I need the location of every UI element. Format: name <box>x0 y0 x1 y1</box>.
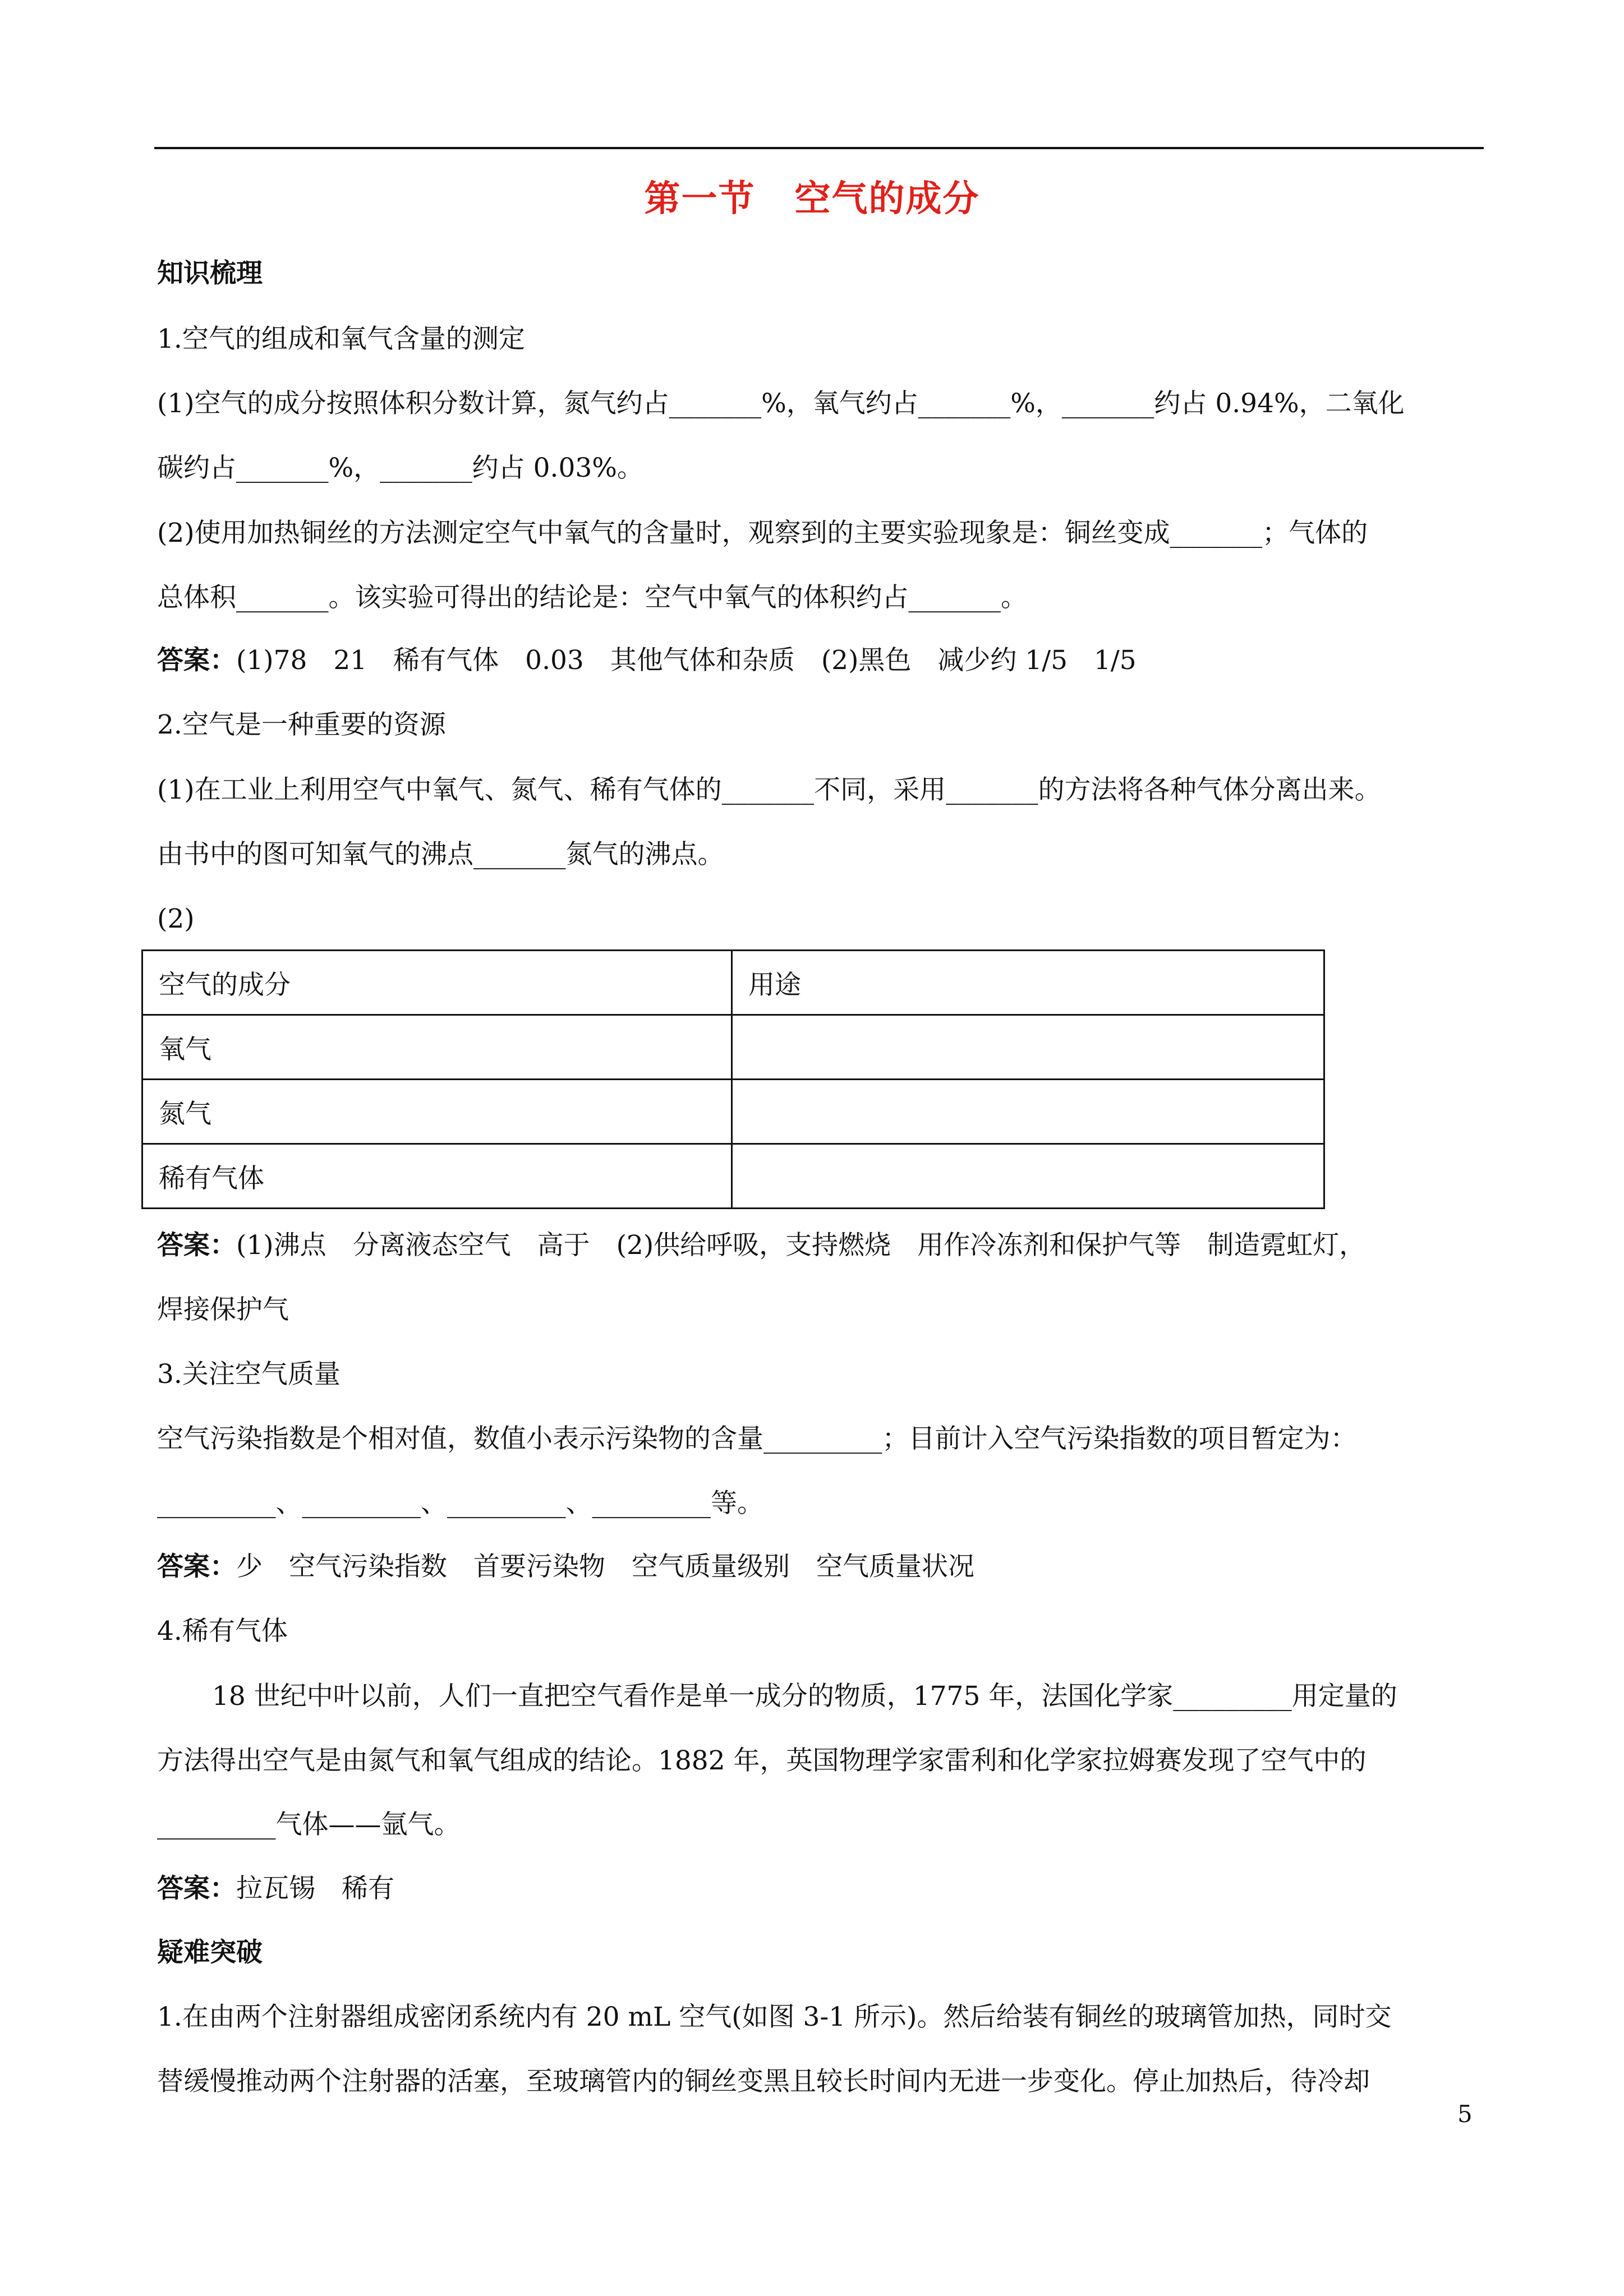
answer-label: 答案： <box>157 1551 236 1582</box>
table-cell <box>732 1144 1324 1209</box>
q1-p1-line2: 碳约占_______%，_______约占 0.03%。 <box>157 453 643 483</box>
table-row <box>142 1015 1324 1080</box>
page-number: 5 <box>1457 2100 1473 2128</box>
q1-answer-text: (1)78 21 稀有气体 0.03 其他气体和杂质 (2)黑色 减少约 1/5 1/5 <box>236 645 1137 676</box>
q4-p1-line2: 方法得出空气是由氮气和氧气组成的结论。1882 年，英国物理学家雷利和化学家拉姆赛发现了空气中的 <box>157 1745 1367 1776</box>
header-rule <box>154 147 1484 149</box>
page-title <box>0 171 1624 227</box>
q2-answer-line2: 焊接保护气 <box>157 1294 289 1325</box>
q3-p1-line1: 空气污染指数是个相对值，数值小表示污染物的含量_________；目前计入空气污染指数的项目暂定为： <box>157 1423 1357 1454</box>
q1-p2-line1: (2)使用加热铜丝的方法测定空气中氧气的含量时，观察到的主要实验现象是：铜丝变成_______；气体的 <box>157 518 1368 548</box>
d1-line1: 1.在由两个注射器组成密闭系统内有 20 mL 空气(如图 3-1 所示)。然后给装有铜丝的玻璃管加热，同时交 <box>157 2002 1392 2032</box>
answer-label: 答案： <box>157 1873 236 1904</box>
q2-p1-line2: 由书中的图可知氧气的沸点_______氮气的沸点。 <box>157 839 724 870</box>
q4-answer-text: 拉瓦锡 稀有 <box>236 1873 394 1904</box>
table-cell: 氮气 <box>142 1080 732 1144</box>
q2-answer-text: (1)沸点 分离液态空气 高于 (2)供给呼吸，支持燃烧 用作冷冻剂和保护气等 制造霓虹灯， <box>236 1230 1366 1261</box>
table-row <box>142 1080 1324 1144</box>
title-part2: 空气的成分 <box>794 178 980 220</box>
q4-p1-line1: 18 世纪中叶以前，人们一直把空气看作是单一成分的物质，1775 年，法国化学家_________用定量的 <box>212 1681 1397 1712</box>
table-cell <box>732 1080 1324 1144</box>
air-uses-table <box>141 949 1325 1209</box>
table-cell: 稀有气体 <box>142 1144 732 1209</box>
q3-p1-line2: _________、_________、_________、_________等。 <box>157 1488 763 1519</box>
answer-label: 答案： <box>157 1230 236 1261</box>
table-header-row <box>142 951 1324 1015</box>
q2-p2-label: (2) <box>157 903 195 934</box>
title-part1: 第一节 <box>644 178 756 220</box>
answer-label: 答案： <box>157 645 236 676</box>
q1-p2-line2: 总体积_______。该实验可得出的结论是：空气中氧气的体积约占_______。 <box>157 582 1027 613</box>
table-cell <box>732 1015 1324 1080</box>
table-header-cell: 用途 <box>732 951 1324 1015</box>
q3-heading: 3.关注空气质量 <box>157 1359 341 1390</box>
q4-heading: 4.稀有气体 <box>157 1616 288 1647</box>
q1-heading: 1.空气的组成和氧气含量的测定 <box>157 324 525 354</box>
section-heading-knowledge: 知识梳理 <box>157 258 263 289</box>
section-heading-difficulties: 疑难突破 <box>157 1937 263 1968</box>
q4-answer <box>157 1869 394 1908</box>
q1-p1-line1: (1)空气的成分按照体积分数计算，氮气约占_______%，氧气约占_______%，_______约占 0.94%，二氧化 <box>157 388 1405 419</box>
q2-answer-line1 <box>157 1226 1365 1265</box>
table-header-cell: 空气的成分 <box>142 951 732 1015</box>
d1-line2: 替缓慢推动两个注射器的活塞，至玻璃管内的铜丝变黑且较长时间内无进一步变化。停止加热后，待冷却 <box>157 2066 1370 2097</box>
q2-p1-line1: (1)在工业上利用空气中氧气、氮气、稀有气体的_______不同，采用_______的方法将各种气体分离出来。 <box>157 774 1381 805</box>
q3-answer <box>157 1547 974 1587</box>
table-cell: 氧气 <box>142 1015 732 1080</box>
q4-p1-line3: _________气体——氩气。 <box>157 1809 461 1840</box>
q3-answer-text: 少 空气污染指数 首要污染物 空气质量级别 空气质量状况 <box>236 1551 974 1582</box>
q1-answer <box>157 641 1137 680</box>
q2-heading: 2.空气是一种重要的资源 <box>157 709 446 740</box>
table-row <box>142 1144 1324 1209</box>
